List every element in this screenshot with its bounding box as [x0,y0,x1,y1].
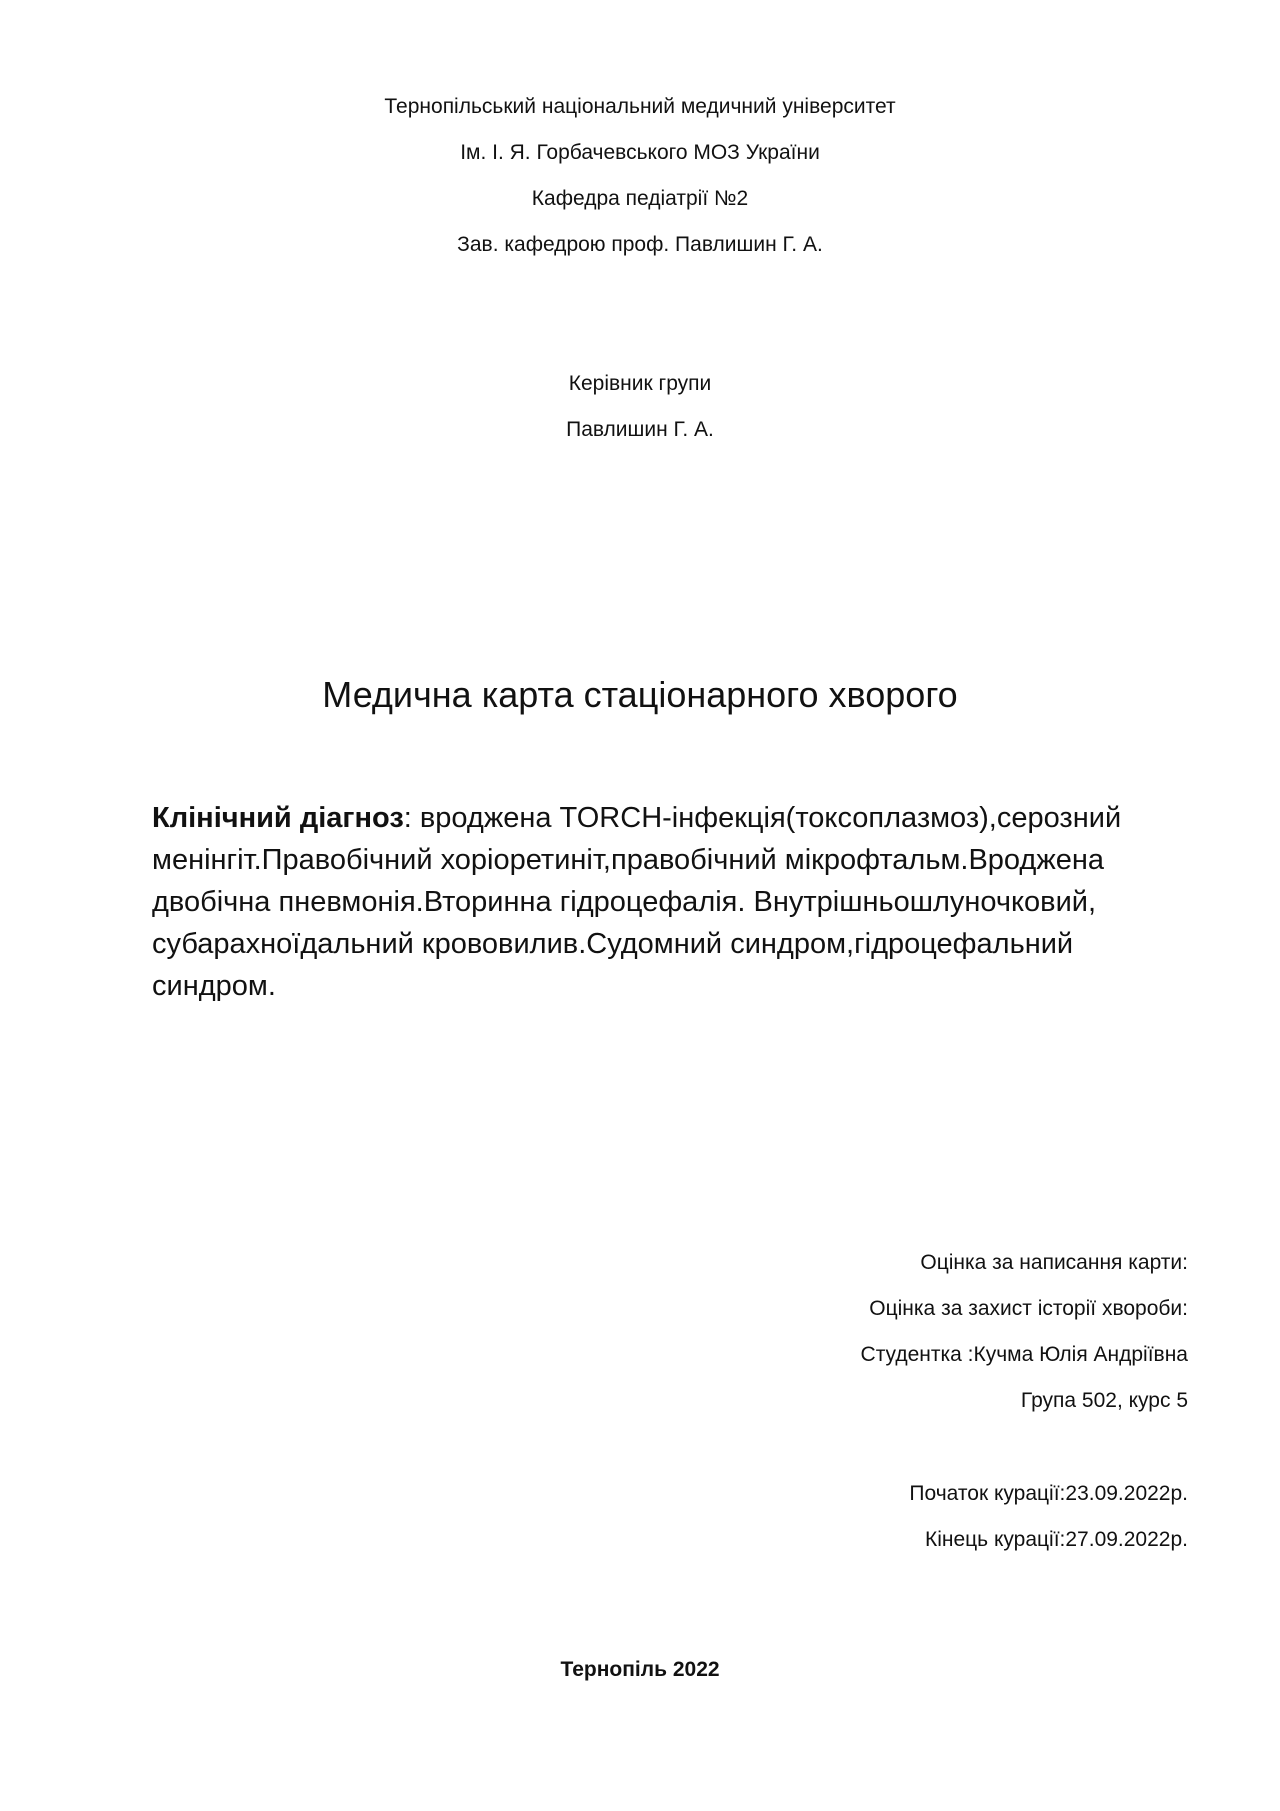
diagnosis-separator: : [403,802,412,834]
university-name: Тернопільський національний медичний університет [384,95,896,118]
diagnosis-text: вроджена TORCH-інфекція(токсоплазмоз),серозний менінгіт.Правобічний хоріоретиніт,правобічний мікрофтальм.Вроджена двобічна пневмонія.Вторинна гідроцефалія. Внутрішньошлуночковий, субарахноїдальний крововилив.Судомний синдром,гідроцефальний синдром. [152,802,1122,1002]
card-writing-grade: Оцінка за написання карти: [920,1251,1188,1274]
student-group: Група 502, курс 5 [1020,1389,1188,1412]
clinical-diagnosis [152,797,1192,1007]
curation-end: Кінець курації:27.09.2022р. [924,1528,1188,1551]
curation-start: Початок курації:23.09.2022р. [909,1482,1188,1505]
supervisor-name: Павлишин Г. А. [566,418,714,441]
city-year: Тернопіль 2022 [560,1658,720,1681]
student-name: Студентка :Кучма Юлія Андріївна [860,1343,1188,1366]
diagnosis-label: Клінічний діагноз [152,802,404,834]
document-title: Медична карта стаціонарного хворого [322,674,958,715]
university-named-after: Ім. І. Я. Горбачевського МОЗ України [460,141,820,164]
department-name: Кафедра педіатрії №2 [531,187,749,210]
head-of-department: Зав. кафедрою проф. Павлишин Г. А. [457,233,823,256]
supervisor-label: Керівник групи [568,372,712,395]
defense-grade: Оцінка за захист історії хвороби: [869,1297,1188,1320]
